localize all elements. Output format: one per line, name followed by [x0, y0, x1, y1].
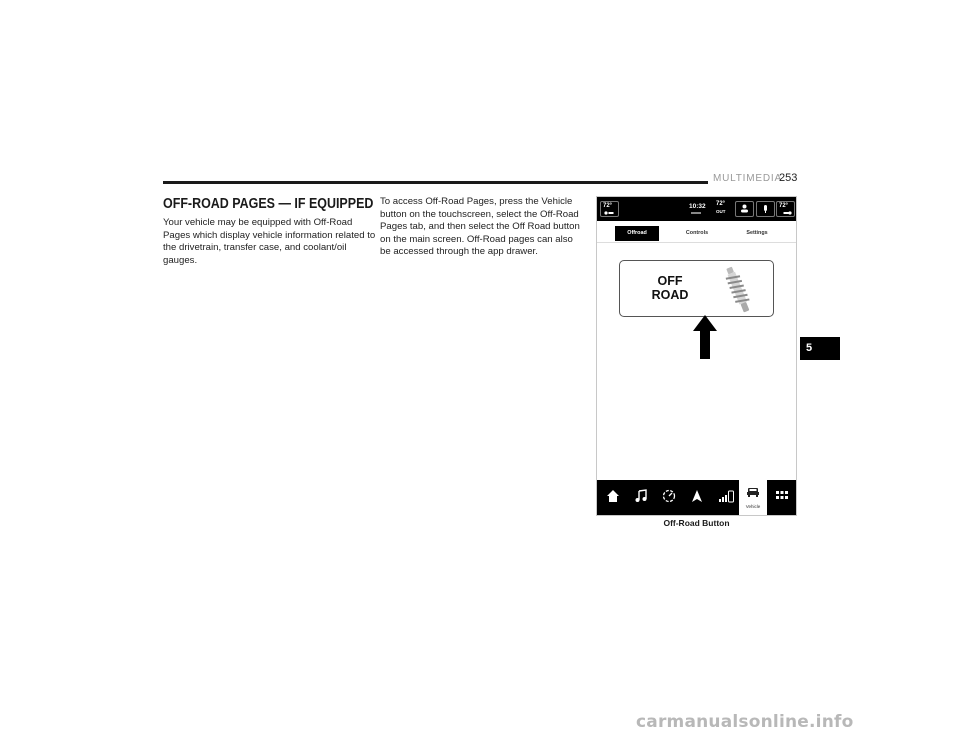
dock-nav[interactable]: [683, 480, 711, 515]
tabs-divider: [597, 242, 796, 243]
temp-right: 72°: [779, 203, 789, 209]
page-number: 253: [779, 172, 798, 184]
climate-right-button[interactable]: [776, 201, 795, 217]
climate-left-button[interactable]: [600, 201, 619, 217]
up-arrow-icon: [693, 315, 717, 359]
status-bar: [597, 197, 796, 221]
clock-underline: [691, 212, 701, 214]
clock: 10:32: [689, 203, 706, 210]
profile-button[interactable]: [735, 201, 754, 217]
watermark: carmanualsonline.info: [636, 712, 854, 732]
off-road-button[interactable]: [619, 260, 774, 317]
section-title: MULTIMEDIA: [713, 173, 782, 184]
voice-button[interactable]: [756, 201, 775, 217]
out-label: OUT: [716, 209, 726, 214]
tab-settings[interactable]: Settings: [746, 230, 768, 236]
figure-caption: Off-Road Button: [663, 518, 730, 528]
music-icon: [634, 489, 648, 503]
apps-grid-icon: [775, 489, 789, 503]
dock-vehicle[interactable]: [739, 480, 767, 515]
vehicle-tabs: [597, 226, 796, 241]
dock-controls[interactable]: [655, 480, 683, 515]
tab-offroad[interactable]: Offroad: [615, 226, 659, 241]
touchscreen-illustration: [596, 196, 797, 516]
paragraph-right: To access Off-Road Pages, press the Vehicle button on the touchscreen, select the Off-Road Pages tab, and then select the Off Road button on the main screen. Off-Road pages can also be accessed through the app drawer.: [380, 196, 580, 258]
gauge-icon: [662, 489, 676, 503]
phone-icon: [718, 489, 734, 503]
off-road-label-line1: OFF: [657, 274, 683, 288]
seat-heat-icon: [604, 210, 614, 216]
header-rule: [163, 181, 708, 184]
dock-media[interactable]: [627, 480, 655, 515]
microphone-icon: [757, 202, 774, 216]
navigation-icon: [690, 489, 704, 503]
vehicle-icon: [746, 486, 760, 498]
off-road-label-line2: ROAD: [651, 288, 689, 302]
section-heading: OFF-ROAD PAGES — IF EQUIPPED: [163, 196, 374, 212]
chapter-tab: 5: [800, 337, 840, 360]
paragraph-left: Your vehicle may be equipped with Off-Road Pages which display vehicle information related to the drivetrain, transfer case, and coolant/oil gauges.: [163, 217, 376, 266]
temp-left: 72°: [603, 203, 613, 209]
user-icon: [736, 202, 753, 216]
shock-absorber-icon: [720, 265, 756, 315]
dock-home[interactable]: [599, 480, 627, 515]
temp-outside: 72°: [716, 201, 726, 207]
off-road-button-label: [642, 274, 698, 302]
dock-apps[interactable]: [768, 480, 796, 515]
seat-heat-right-icon: [783, 210, 793, 216]
home-icon: [606, 489, 620, 503]
bottom-dock: [597, 480, 796, 515]
vehicle-label: Vehicle: [745, 504, 761, 509]
dock-phone[interactable]: [711, 480, 739, 515]
tab-controls[interactable]: Controls: [685, 230, 709, 236]
